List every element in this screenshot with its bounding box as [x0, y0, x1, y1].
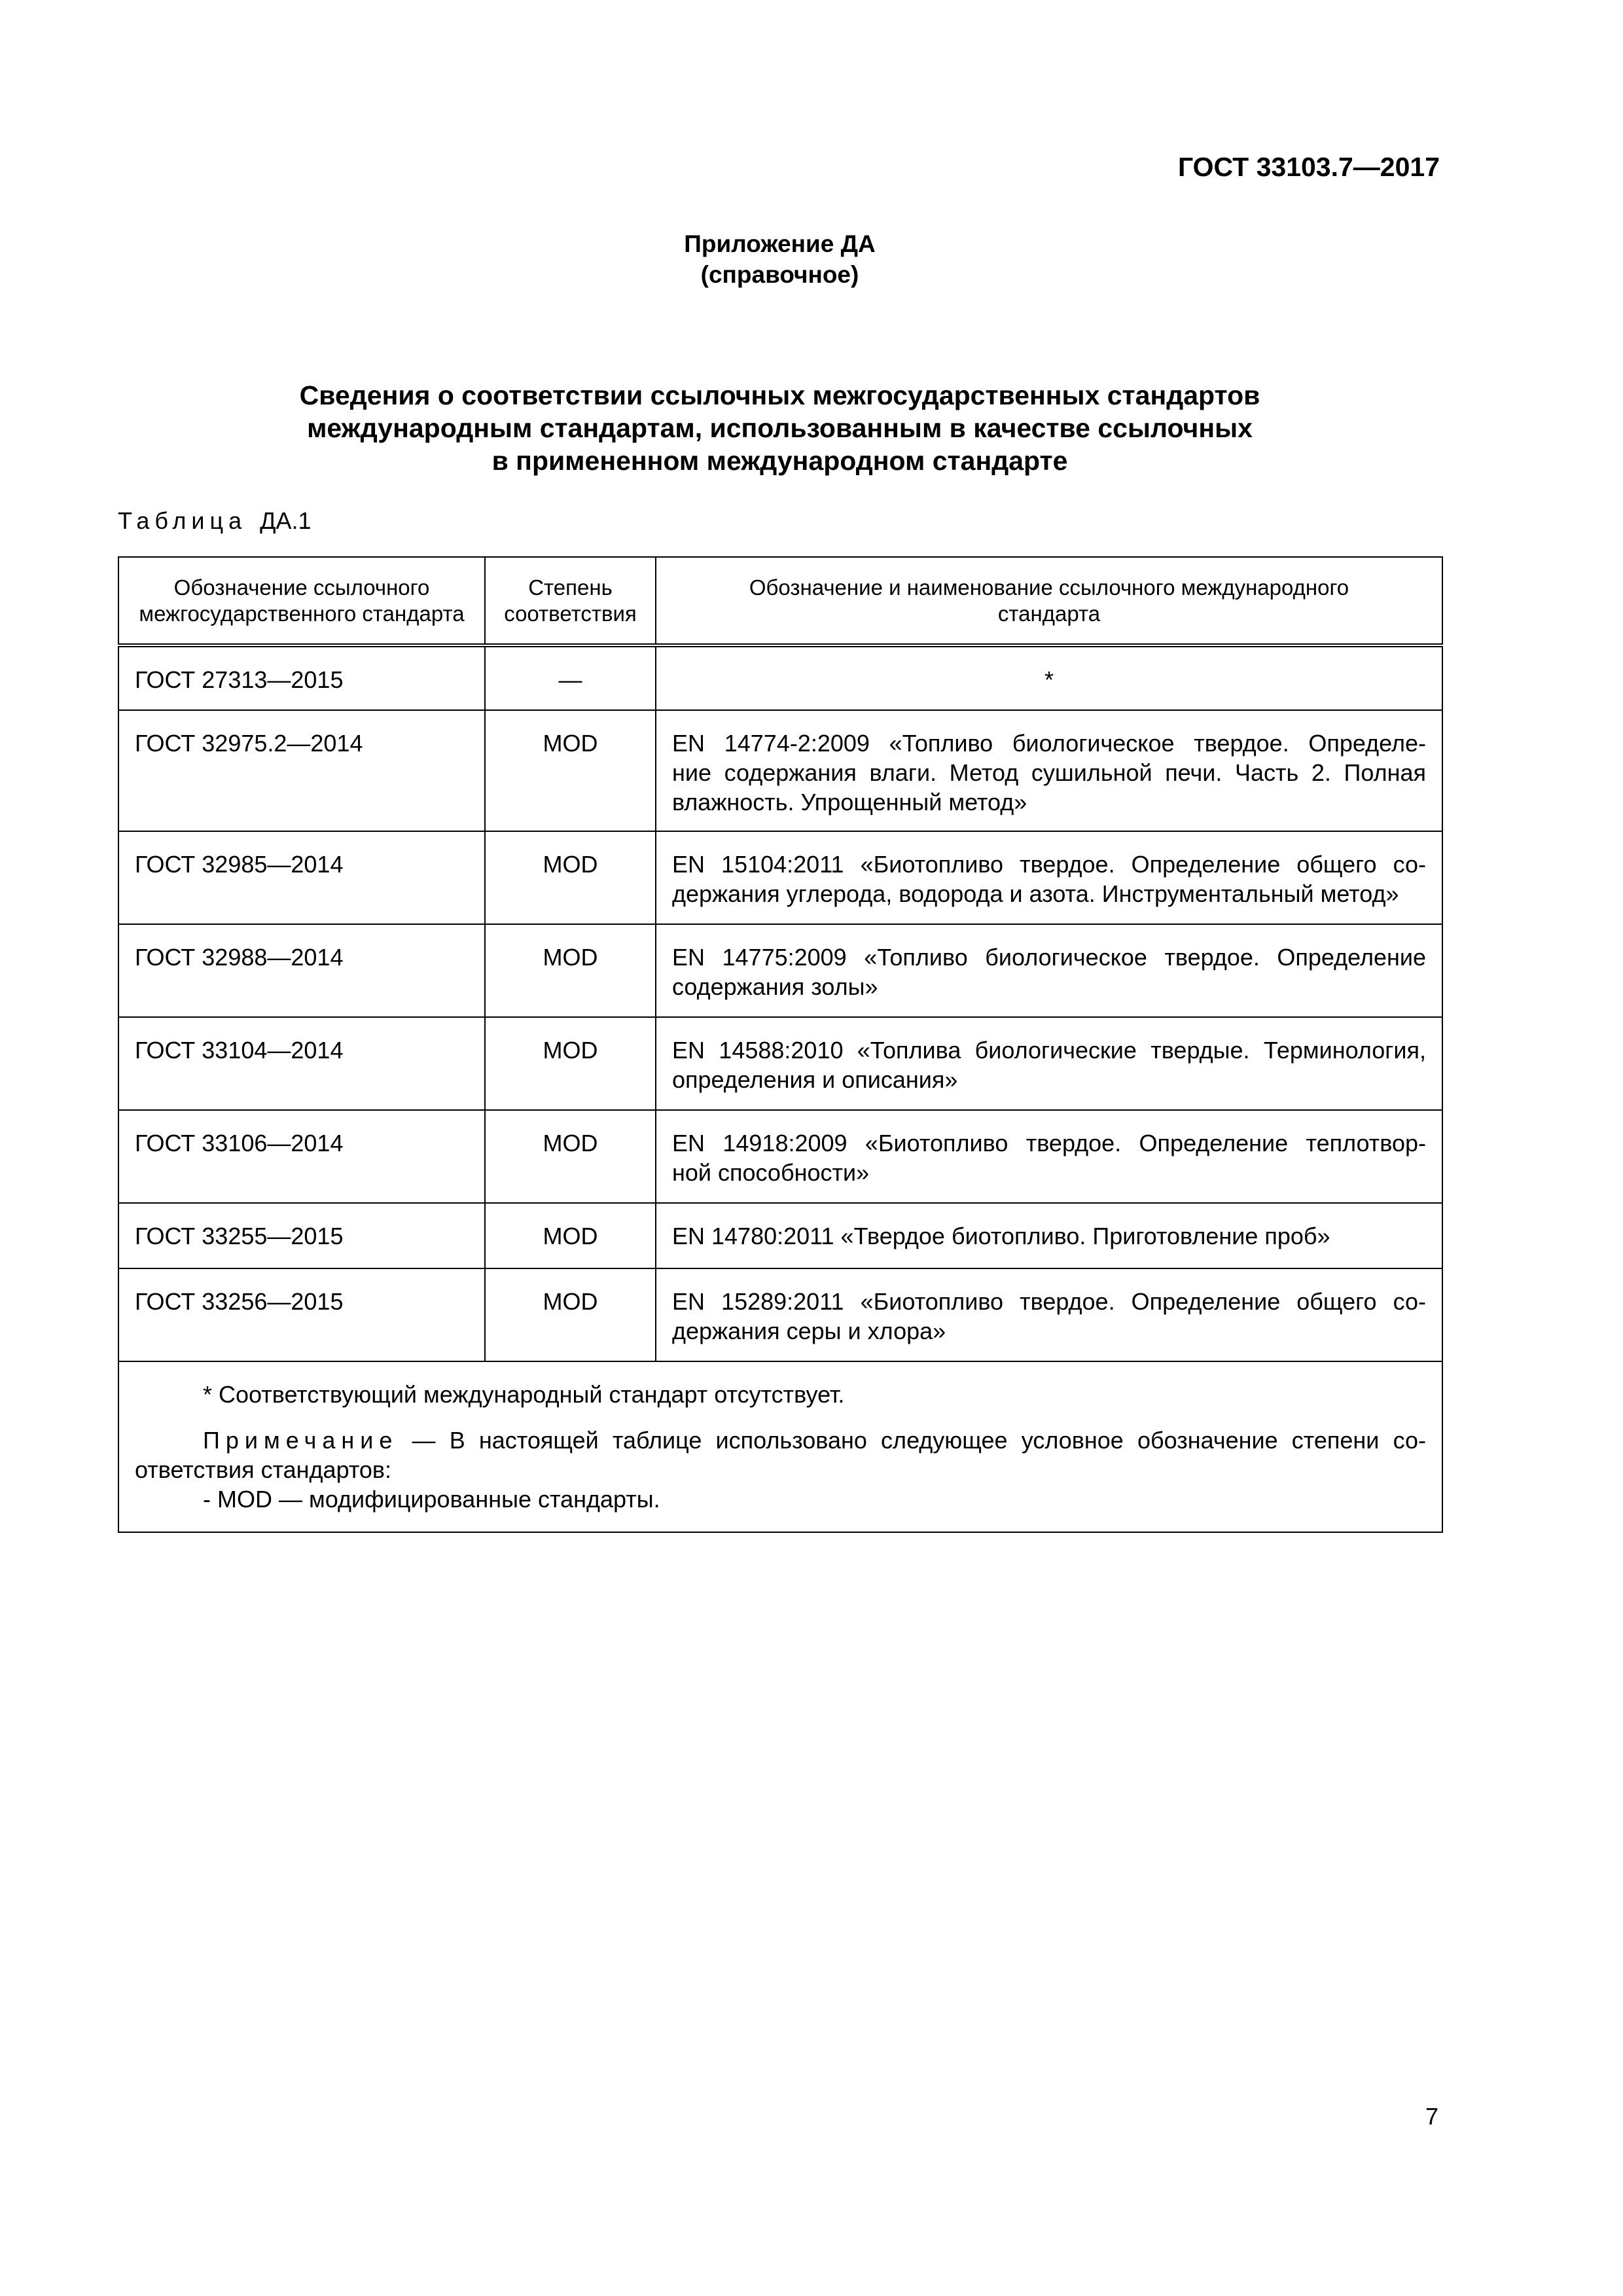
degree-cell: — [485, 645, 656, 710]
table-row [118, 1268, 1442, 1361]
table-caption-label: Таблица [118, 507, 247, 534]
note-line [135, 1426, 1426, 1455]
table-row [118, 1203, 1442, 1268]
header-cell-gost-designation [118, 557, 485, 645]
section-title [118, 379, 1442, 477]
section-title-line: международным стандартам, использованным в качестве ссылочных [307, 413, 1253, 443]
appendix-status: (справочное) [700, 261, 859, 288]
header-line: межгосударственного стандарта [139, 601, 465, 626]
table-row [118, 710, 1442, 831]
international-standard-cell [656, 710, 1442, 831]
header-line: Обозначение ссылочного [173, 575, 430, 600]
international-standard-line: EN 14774-2:2009 «Топливо биологическое твердое. Определе- [672, 730, 1426, 757]
degree-cell: MOD [485, 1110, 656, 1203]
degree-cell: MOD [485, 1017, 656, 1110]
gost-designation-cell: ГОСТ 33104—2014 [118, 1017, 485, 1110]
table-row [118, 924, 1442, 1017]
international-standard-line: держания серы и хлора» [672, 1318, 946, 1344]
international-standard-line: EN 14775:2009 «Топливо биологическое твердое. Определение [672, 944, 1426, 971]
header-line: Обозначение и наименование ссылочного международного [749, 575, 1349, 600]
degree-cell: MOD [485, 1268, 656, 1361]
appendix-heading [118, 228, 1442, 290]
international-standard-line: EN 14780:2011 «Твердое биотопливо. Приготовление проб» [672, 1223, 1330, 1249]
document-code: ГОСТ 33103.7—2017 [1177, 152, 1440, 182]
international-standard-line: EN 14918:2009 «Биотопливо твердое. Определение теплотвор- [672, 1130, 1426, 1157]
section-title-line: в примененном международном стандарте [491, 446, 1068, 476]
header-line: Степень [528, 575, 613, 600]
header-cell-international-standard [656, 557, 1442, 645]
international-standard-line: определения и описания» [672, 1066, 958, 1093]
international-standard-line: влажность. Упрощенный метод» [672, 789, 1027, 816]
appendix-title: Приложение ДА [684, 230, 876, 257]
international-standard-cell [656, 1110, 1442, 1203]
gost-designation-cell: ГОСТ 32988—2014 [118, 924, 485, 1017]
gost-designation-cell: ГОСТ 33255—2015 [118, 1203, 485, 1268]
section-title-line: Сведения о соответствии ссылочных межгосударственных стандартов [299, 380, 1260, 410]
gost-designation-cell: ГОСТ 33106—2014 [118, 1110, 485, 1203]
international-standard-cell [656, 1268, 1442, 1361]
table-footer-row [118, 1361, 1442, 1532]
degree-cell: MOD [485, 924, 656, 1017]
table-footer-cell [118, 1361, 1442, 1532]
international-standard-line: EN 15289:2011 «Биотопливо твердое. Определение общего со- [672, 1288, 1426, 1315]
table-row [118, 1110, 1442, 1203]
table-row [118, 645, 1442, 710]
note-label: Примечание [203, 1427, 399, 1454]
international-standard-line: ние содержания влаги. Метод сушильной печи. Часть 2. Полная [672, 759, 1426, 786]
degree-cell: MOD [485, 710, 656, 831]
table-caption [118, 506, 312, 535]
international-standard-cell [656, 645, 1442, 710]
table-row [118, 831, 1442, 924]
international-standard-cell [656, 1017, 1442, 1110]
international-standard-line: содержания золы» [672, 973, 878, 1000]
international-standard-line: ной способности» [672, 1159, 870, 1186]
header-line: стандарта [997, 601, 1101, 626]
note-line: ответствия стандартов: [135, 1456, 392, 1483]
international-standard-cell [656, 831, 1442, 924]
degree-cell: MOD [485, 831, 656, 924]
page-number: 7 [1425, 2103, 1438, 2130]
gost-designation-cell: ГОСТ 33256—2015 [118, 1268, 485, 1361]
header-line: соответствия [504, 601, 637, 626]
table-row [118, 1017, 1442, 1110]
correspondence-table [118, 556, 1443, 1533]
international-standard-line: EN 15104:2011 «Биотопливо твердое. Определение общего со- [672, 851, 1426, 878]
international-standard-cell [656, 924, 1442, 1017]
table-caption-number: ДА.1 [260, 507, 312, 534]
gost-designation-cell: ГОСТ 32985—2014 [118, 831, 485, 924]
note-text: — В настоящей таблице использовано следующее условное обозначение степени со- [398, 1427, 1426, 1454]
gost-designation-cell: ГОСТ 27313—2015 [118, 645, 485, 710]
international-standard-line: держания углерода, водорода и азота. Инструментальный метод» [672, 880, 1399, 907]
header-cell-degree [485, 557, 656, 645]
gost-designation-cell: ГОСТ 32975.2—2014 [118, 710, 485, 831]
table-header-row [118, 557, 1442, 645]
international-standard-line: EN 14588:2010 «Топлива биологические твердые. Терминология, [672, 1037, 1426, 1064]
footnote: * Соответствующий международный стандарт отсутствует. [203, 1381, 845, 1408]
degree-cell: MOD [485, 1203, 656, 1268]
note-line: - MOD — модифицированные стандарты. [203, 1486, 660, 1513]
international-standard-cell [656, 1203, 1442, 1268]
international-standard-line: * [1044, 666, 1054, 693]
